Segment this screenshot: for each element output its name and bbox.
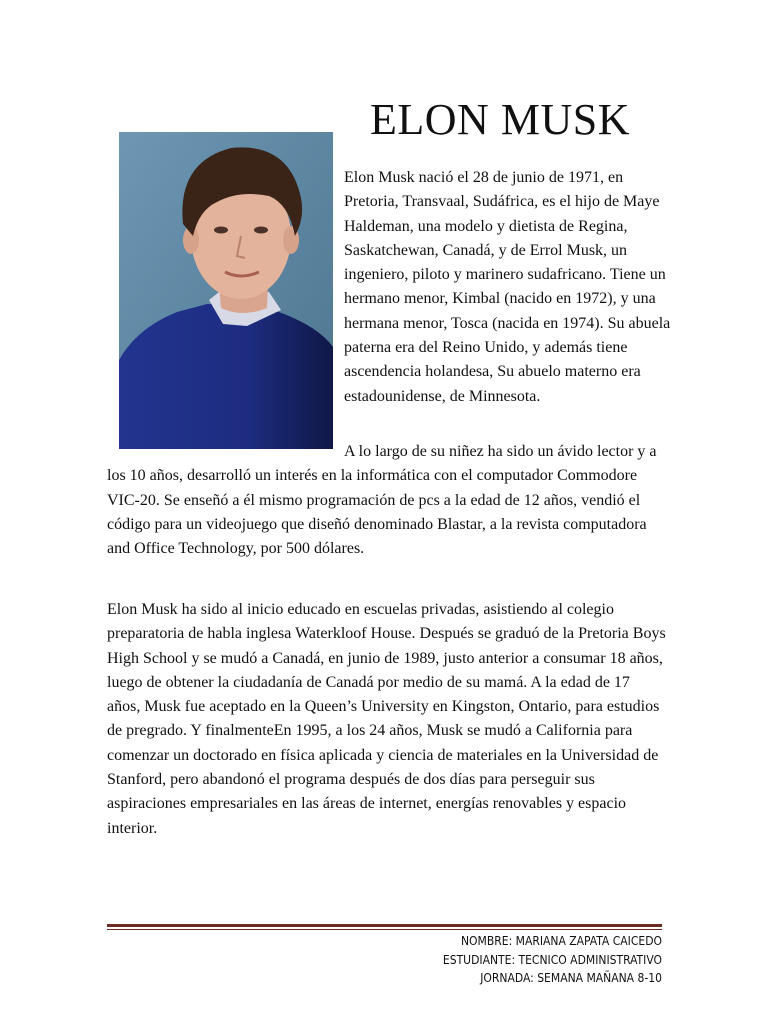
portrait-photo	[119, 132, 333, 449]
footer-nombre: NOMBRE: MARIANA ZAPATA CAICEDO	[460, 934, 662, 948]
footer-divider-thin	[107, 929, 662, 930]
biography-paragraph-3: Elon Musk ha sido al inicio educado en escuelas privadas, asistiendo al colegio preparatoria de habla inglesa Waterkloof House. Después se graduó de la Pretoria Boys High School y se mudó a Canadá, en junio de 1989, justo anterior a consumar 18 años, luego de obtener la ciudadanía de Canadá por medio de su mamá. A la edad de 17 años, Musk fue aceptado en la Queen’s University en Kingston, Ontario, para estudios de pregrado. Y finalmenteEn 1995, a los 24 años, Musk se mudó a California para comenzar un doctorado en física aplicada y ciencia de materiales en la Universidad de Stanford, pero abandonó el programa después de dos días para perseguir sus aspiraciones empresariales en las áreas de internet, energías renovables y espacio interior.	[107, 601, 666, 837]
footer-info	[443, 932, 662, 988]
biography-paragraph-1: Elon Musk nació el 28 de junio de 1971, en Pretoria, Transvaal, Sudáfrica, es el hijo de Maye Haldeman, una modelo y dietista de Regina, Saskatchewan, Canadá, y de Errol Musk, un ingeniero, piloto y marinero sudafricano. Tiene un hermano menor, Kimbal (nacido en 1972), y una hermana menor, Tosca (nacida en 1974). Su abuela paterna era del Reino Unido, y además tiene ascendencia holandesa, Su abuelo materno era estadounidense, de Minnesota.	[344, 169, 671, 405]
footer-estudiante: ESTUDIANTE: TECNICO ADMINISTRATIVO	[442, 952, 662, 967]
portrait-illustration	[119, 132, 333, 449]
footer-jornada: JORNADA: SEMANA MAÑANA 8-10	[480, 971, 662, 985]
page-title: ELON MUSK	[370, 95, 630, 144]
biography-paragraph-2: A lo largo de su niñez ha sido un ávido lector y a los 10 años, desarrolló un interés en la informática con el computador Commodore VIC-20. Se enseñó a él mismo programación de pcs a la edad de 12 años, vendió el código para un videojuego que diseñó denominado Blastar, a la revista computadora and Office Technology, por 500 dólares.	[107, 443, 657, 558]
footer-divider-thick	[107, 924, 662, 927]
